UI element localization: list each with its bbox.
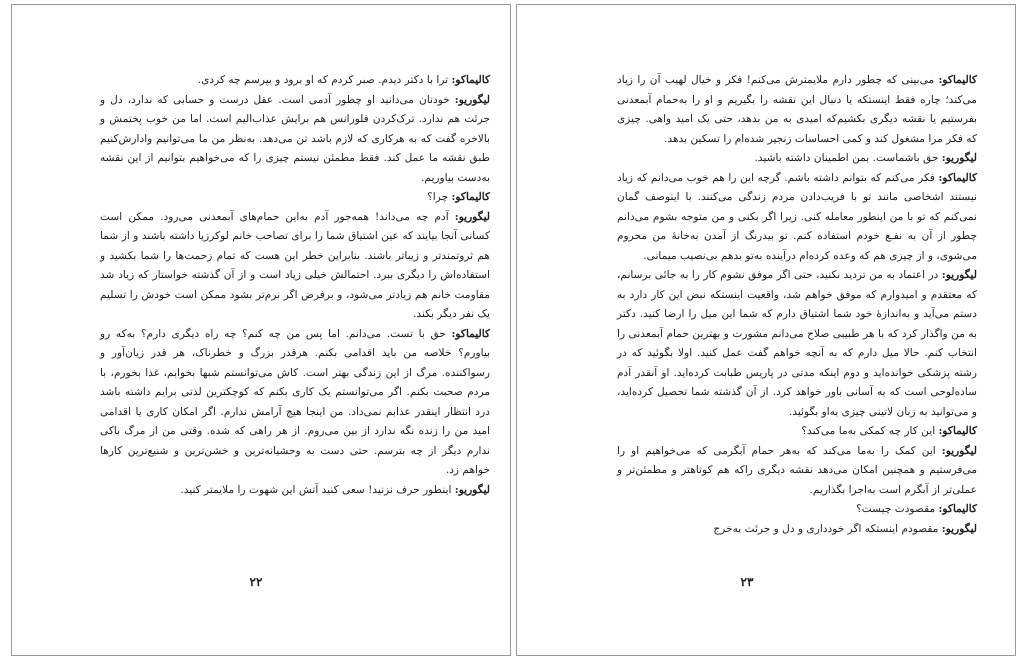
speaker-name: لیگوریو: bbox=[454, 483, 490, 496]
speaker-name: کالیماکو: bbox=[451, 191, 490, 203]
dialogue-text: حق با تست. می‌دانم. اما پس من چه کنم؟ چه راه دیگری دارم؟ به‌که رو بیاورم؟ خلاصه من باید اقدامی بکنم. هرقدر بزرگ و خطرناک، هر قدر زیان‌آور و رسواکننده. مرگ از این زندگی بهتر است. کاش می‌توانستم شبها بخوابم، غذا بخورم، با مردم صحبت بکنم. اگر می‌توانستم یک کاری بکنم که کوچکترین لذتی برایم داشته باشد درد انتظار اینقدر عذابم نمی‌داد. من اینجا هیچ آرامش ندارم. اگر امکان کاری یا اقدامی امید من را زنده نگه ندارد از بین می‌روم. از هر راهی که شده. وقتی من از مرگ باکی ندارم دیگر از چه بترسم. حتی دست به وحشیانه‌ترین و خشن‌ترین و شنیع‌ترین کارها خواهم زد. bbox=[100, 327, 490, 476]
dialogue-text: فکر می‌کنم که بتوانم داشته باشم. گرچه این را هم خوب می‌دانم که زیاد نیستند اشخاصی مانند تو با فریب‌دادن مردم زندگی می‌کنند. با اینوصف گمان نمی‌کنم که تو با من اینطور معامله کنی. زیرا اگر بکنی و من متوجه بشوم می‌دانم چطور از آن به نفـع خودم استفاده کنم. تو بیدرنگ از آمدن به‌خانهٔ من محروم می‌شوی، و از چیزی هم که وعده کرده‌ام درآینده به‌تو بدهم بی‌نصیب میمانی. bbox=[617, 171, 977, 262]
dialogue-paragraph bbox=[617, 442, 977, 501]
page-right bbox=[516, 4, 1016, 656]
dialogue-text: مقصودت چیست؟ bbox=[856, 503, 936, 515]
speaker-name: لیگوریو: bbox=[454, 210, 490, 223]
speaker-name: لیگوریو: bbox=[941, 152, 977, 164]
dialogue-paragraph bbox=[617, 149, 977, 169]
speaker-name: لیگوریو: bbox=[454, 93, 490, 106]
dialogue-text: این کمک را به‌ما می‌کند که به‌هر حمام آبگرمی که می‌خواهیم او را می‌فرستیم و همچنین امکان می‌دهد نقشه دیگری راکه هم کوتاهتر و مطمئن‌تر و عملی‌تر از آبگرم است به‌اجرا بگذاریم. bbox=[617, 444, 977, 496]
page-number: ۲۲ bbox=[249, 575, 263, 589]
page-number: ۲۳ bbox=[740, 575, 754, 589]
dialogue-text: خودتان می‌دانید او چطور آدمی است. عقل درست و حسابی که ندارد، دل و جرئت هم ندارد. ترک‌کردن فلورانس هم برایش عذاب‌الیم است. اما من خوب پختمش و بالاخره گفت که به هرکاری که لازم باشد تن می‌دهد. به‌نظر من ما می‌توانیم وادارش‌کنیم طبق نقشه ما عمل کند. فقط مطمئن نیستم چیزی را که می‌خواهیم بتوانیم از این نقشه به‌دست بیاوریم. bbox=[100, 93, 490, 184]
speaker-name: کالیماکو: bbox=[938, 171, 977, 184]
speaker-name: لیگوریو: bbox=[941, 269, 977, 281]
dialogue-paragraph bbox=[100, 71, 490, 91]
dialogue-text: آدم چه می‌داند! همه‌جور آدم به‌این حمام‌های آبمعدنی می‌رود. ممکن است کسانی آنجا بیایند که عین اشتیاق شما را برای تصاحب خانم لوکرزیا داشته باشند و از شما هم ثروتمندتر و زیباتر باشند. بنابراین خطر این هست که تمام زحمت‌ها را شما بکشید و استفاده‌اش را دیگری ببرد. احتمالش خیلی زیاد است و از آن گذشته خواستار که زیاد شد مقاومت خانم هم زیادتر می‌شود، و برفرض اگر نرم‌تر بشود ممکن است خودش را تسلیم یک نفر دیگر بکند. bbox=[100, 210, 490, 320]
dialogue-paragraph bbox=[617, 520, 977, 540]
speaker-name: لیگوریو: bbox=[941, 522, 977, 535]
dialogue-paragraph bbox=[617, 500, 977, 520]
page-text bbox=[617, 71, 977, 539]
dialogue-text: ترا با دکتر دیدم. صبر کردم که او برود و بپرسم چه کردی. bbox=[197, 74, 449, 86]
dialogue-text: چرا؟ bbox=[427, 191, 449, 203]
dialogue-paragraph bbox=[617, 266, 977, 422]
dialogue-text: حق باشماست. بمن اطمینان داشته باشید. bbox=[754, 152, 939, 164]
speaker-name: کالیماکو: bbox=[451, 327, 490, 340]
dialogue-text: در اعتماد به من تردید نکنید، حتی اگر موفق نشوم کار را به جائی برسانم، که معتقدم و امیدوارم که موفق خواهم شد، واقعیت اینستکه نبض این کار دارد به دستم می‌آید و به‌اندازهٔ خود شما اشتیاق دارم که شما این میل را ارضا کنید. دکتر به من واگذار کرد که با هر طبیبی صلاح می‌دانم مشورت و بهترین حمام آبمعدنی را انتخاب کنم. حالا میل دارم که به آنچه خواهم گفت عمل کنید. اولا بگوئید که در رشته پزشکی خوانده‌اید و دوم اینکه مدتی در پاریس طبابت کرده‌اید. او آنقدر آدم ساده‌لوحی است که به آسانی باور خواهد کرد. از آن گذشته شما تحصیل کرده‌اید، و می‌توانید به زبان لاتینی چیزی به‌او بگوئید. bbox=[617, 269, 977, 418]
dialogue-paragraph bbox=[617, 169, 977, 267]
dialogue-text: می‌بینی که چطور دارم ملایمترش می‌کنم! فکر و خیال لهیب آن را زیاد می‌کند؛ چاره فقط اینستکه یا دنبال این نقشه را بگیریم و او را به‌حمام آبمعدنی بفرستیم یا نقشه دیگری بکشیم‌که امیدی به من بدهد، حتی یک امید واهی. چیزی که فکر مرا مشغول کند و کمی احساسات زنجیر شده‌ام را تسکین بدهد. bbox=[617, 74, 977, 145]
page-left bbox=[11, 4, 511, 656]
dialogue-paragraph bbox=[100, 481, 490, 501]
speaker-name: کالیماکو: bbox=[938, 503, 977, 515]
speaker-name: کالیماکو: bbox=[451, 74, 490, 86]
speaker-name: لیگوریو: bbox=[941, 444, 977, 457]
dialogue-text: اینطور حرف نزنید! سعی کنید آتش این شهوت را ملایمتر کنید. bbox=[180, 483, 452, 496]
speaker-name: کالیماکو: bbox=[938, 74, 977, 86]
dialogue-text: مقصودم اینستکه اگر خودداری و دل و جرئت به‌خرج bbox=[713, 522, 939, 535]
dialogue-text: این کار چه کمکی به‌ما می‌کند؟ bbox=[801, 425, 936, 437]
dialogue-paragraph bbox=[100, 188, 490, 208]
dialogue-paragraph bbox=[617, 422, 977, 442]
dialogue-paragraph bbox=[617, 71, 977, 149]
dialogue-paragraph bbox=[100, 91, 490, 189]
page-text bbox=[100, 71, 490, 500]
dialogue-paragraph bbox=[100, 208, 490, 325]
dialogue-paragraph bbox=[100, 325, 490, 481]
speaker-name: کالیماکو: bbox=[938, 425, 977, 437]
